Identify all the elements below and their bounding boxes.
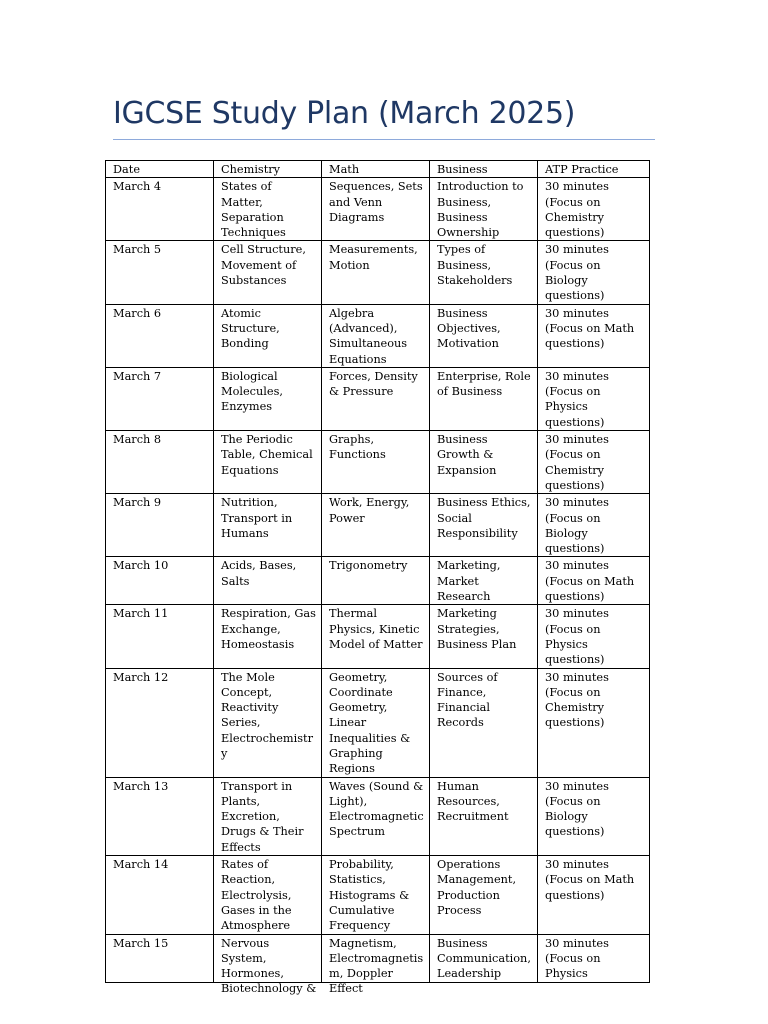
cell-chemistry-text: Transport in Plants, Excretion, Drugs & Their Effects <box>221 779 304 854</box>
table-row <box>106 557 650 605</box>
table-body <box>106 178 650 996</box>
cell-atp-practice <box>538 494 650 557</box>
cell-chemistry <box>214 605 322 668</box>
cell-date <box>106 178 214 241</box>
cell-date-text: March 8 <box>113 433 162 447</box>
cell-math-text: Thermal Physics, Kinetic Model of Matter <box>329 607 423 651</box>
cell-math-text: Graphs, Functions <box>329 433 386 462</box>
cell-date <box>106 304 214 367</box>
cell-date-text: March 7 <box>113 369 162 383</box>
cell-atp-practice <box>538 557 650 605</box>
header-atp-practice: ATP Practice <box>538 161 650 178</box>
cell-chemistry-text: Cell Structure, Movement of Substances <box>221 243 306 288</box>
cell-date <box>106 494 214 557</box>
cell-math-text: Trigonometry <box>329 559 408 573</box>
header-date: Date <box>106 161 214 178</box>
cell-date <box>106 557 214 605</box>
cell-atp-practice-text: 30 minutes (Focus on Chemistry questions) <box>545 670 609 730</box>
cell-math-text: Algebra (Advanced), Simultaneous Equations <box>329 306 408 366</box>
cell-date-text: March 10 <box>113 559 169 573</box>
cell-atp-practice <box>538 241 650 304</box>
cell-chemistry <box>214 304 322 367</box>
cell-math-text: Forces, Density & Pressure <box>329 369 418 399</box>
cell-chemistry <box>214 431 322 494</box>
cell-date-text: March 12 <box>113 670 169 684</box>
title-underline <box>113 139 655 140</box>
cell-math <box>322 367 430 430</box>
cell-atp-practice-text: 30 minutes (Focus on Biology questions) <box>545 779 609 839</box>
cell-chemistry-text: Atomic Structure, Bonding <box>221 306 280 351</box>
cell-business <box>430 856 538 934</box>
cell-business <box>430 668 538 777</box>
cell-atp-practice <box>538 431 650 494</box>
cell-business-text: Introduction to Business, Business Ownership <box>437 180 524 240</box>
cell-date <box>106 856 214 934</box>
cell-atp-practice <box>538 304 650 367</box>
cell-atp-practice <box>538 668 650 777</box>
page-title: IGCSE Study Plan (March 2025) <box>113 96 576 131</box>
cell-business-text: Operations Management, Production Process <box>437 858 517 917</box>
cell-date <box>106 367 214 430</box>
cell-atp-practice-text: 30 minutes (Focus on Math questions) <box>545 559 635 604</box>
cell-atp-practice-text: 30 minutes (Focus on Chemistry questions) <box>545 433 609 492</box>
table-row <box>106 494 650 557</box>
table-row <box>106 605 650 668</box>
cell-date-text: March 15 <box>113 936 169 950</box>
cell-date-text: March 11 <box>113 607 169 621</box>
cell-math <box>322 557 430 605</box>
cell-business-text: Business Objectives, Motivation <box>437 306 501 351</box>
cell-atp-practice-text: 30 minutes (Focus on Physics questions) <box>545 607 609 667</box>
cell-chemistry <box>214 557 322 605</box>
cell-atp-practice <box>538 856 650 934</box>
cell-atp-practice-text: 30 minutes (Focus on Physics questions) <box>545 369 609 429</box>
cell-date <box>106 934 214 982</box>
cell-math <box>322 777 430 855</box>
cell-chemistry <box>214 367 322 430</box>
table-row <box>106 367 650 430</box>
cell-chemistry-text: Nervous System, Hormones, Biotechnology & <box>221 936 317 996</box>
cell-business <box>430 367 538 430</box>
table-row <box>106 777 650 855</box>
cell-math-text: Measurements, Motion <box>329 243 418 272</box>
cell-date-text: March 9 <box>113 496 162 510</box>
header-chemistry: Chemistry <box>214 161 322 178</box>
cell-chemistry <box>214 241 322 304</box>
cell-math-text: Sequences, Sets and Venn Diagrams <box>329 180 423 224</box>
cell-math <box>322 856 430 934</box>
cell-chemistry <box>214 777 322 855</box>
cell-business <box>430 494 538 557</box>
cell-date <box>106 777 214 855</box>
cell-math-text: Work, Energy, Power <box>329 496 410 525</box>
cell-atp-practice-text: 30 minutes (Focus on Biology questions) <box>545 496 609 556</box>
cell-math-text: Geometry, Coordinate Geometry, Linear Inequalities & Graphing Regions <box>329 670 411 776</box>
cell-business-text: Enterprise, Role of Business <box>437 369 531 399</box>
cell-business <box>430 241 538 304</box>
cell-business <box>430 605 538 668</box>
cell-math <box>322 668 430 777</box>
cell-chemistry <box>214 494 322 557</box>
cell-chemistry <box>214 856 322 934</box>
cell-date-text: March 5 <box>113 243 162 257</box>
cell-atp-practice-text: 30 minutes (Focus on Chemistry questions) <box>545 180 609 240</box>
cell-date <box>106 668 214 777</box>
cell-chemistry-text: Rates of Reaction, Electrolysis, Gases in the Atmosphere <box>221 858 292 933</box>
cell-atp-practice-text: 30 minutes (Focus on Math questions) <box>545 858 635 902</box>
table-row <box>106 856 650 934</box>
cell-business-text: Marketing, Market Research <box>437 559 501 604</box>
cell-math-text: Waves (Sound & Light), Electromagnetic Spectrum <box>329 779 424 839</box>
cell-math <box>322 431 430 494</box>
cell-business-text: Sources of Finance, Financial Records <box>437 670 498 730</box>
cell-math <box>322 178 430 241</box>
cell-business-text: Business Communication, Leadership <box>437 936 531 981</box>
cell-business <box>430 777 538 855</box>
cell-math-text: Probability, Statistics, Histograms & Cumulative Frequency <box>329 858 410 933</box>
cell-chemistry-text: The Mole Concept, Reactivity Series, Electrochemistry <box>221 670 313 760</box>
cell-business-text: Business Ethics, Social Responsibility <box>437 496 531 540</box>
cell-atp-practice <box>538 367 650 430</box>
cell-atp-practice <box>538 605 650 668</box>
cell-chemistry-text: Biological Molecules, Enzymes <box>221 369 283 414</box>
table-row <box>106 304 650 367</box>
cell-chemistry-text: Acids, Bases, Salts <box>221 559 297 588</box>
table-row <box>106 934 650 982</box>
table-row <box>106 431 650 494</box>
cell-business <box>430 934 538 982</box>
header-math: Math <box>322 161 430 178</box>
table-row <box>106 668 650 777</box>
cell-business <box>430 557 538 605</box>
cell-math-text: Magnetism, Electromagnetism, Doppler Effect <box>329 936 424 996</box>
cell-business <box>430 178 538 241</box>
cell-atp-practice-text: 30 minutes (Focus on Biology questions) <box>545 243 609 303</box>
cell-business-text: Human Resources, Recruitment <box>437 779 509 824</box>
cell-date <box>106 605 214 668</box>
cell-atp-practice <box>538 934 650 982</box>
cell-chemistry-text: States of Matter, Separation Techniques <box>221 180 286 240</box>
cell-math <box>322 605 430 668</box>
cell-business <box>430 304 538 367</box>
cell-business <box>430 431 538 494</box>
cell-math <box>322 241 430 304</box>
cell-business-text: Types of Business, Stakeholders <box>437 243 513 288</box>
study-plan-table <box>105 160 650 996</box>
cell-date-text: March 6 <box>113 306 162 320</box>
cell-chemistry-text: Respiration, Gas Exchange, Homeostasis <box>221 607 316 651</box>
table-row <box>106 241 650 304</box>
cell-date-text: March 13 <box>113 779 169 793</box>
cell-chemistry-text: Nutrition, Transport in Humans <box>221 496 293 540</box>
cell-date-text: March 4 <box>113 180 162 194</box>
cell-date-text: March 14 <box>113 858 169 872</box>
cell-date <box>106 431 214 494</box>
cell-atp-practice <box>538 178 650 241</box>
cell-atp-practice-text: 30 minutes (Focus on Physics <box>545 936 609 981</box>
cell-math <box>322 934 430 996</box>
cell-chemistry <box>214 668 322 777</box>
cell-chemistry <box>214 934 322 996</box>
cell-math <box>322 494 430 557</box>
table-row <box>106 178 650 241</box>
header-business: Business <box>430 161 538 178</box>
cell-chemistry <box>214 178 322 241</box>
cell-math <box>322 304 430 367</box>
table-header-row <box>106 161 650 178</box>
cell-atp-practice <box>538 777 650 855</box>
cell-business-text: Marketing Strategies, Business Plan <box>437 607 517 651</box>
cell-atp-practice-text: 30 minutes (Focus on Math questions) <box>545 306 635 351</box>
cell-date <box>106 241 214 304</box>
cell-business-text: Business Growth & Expansion <box>437 433 497 477</box>
cell-chemistry-text: The Periodic Table, Chemical Equations <box>221 433 313 477</box>
